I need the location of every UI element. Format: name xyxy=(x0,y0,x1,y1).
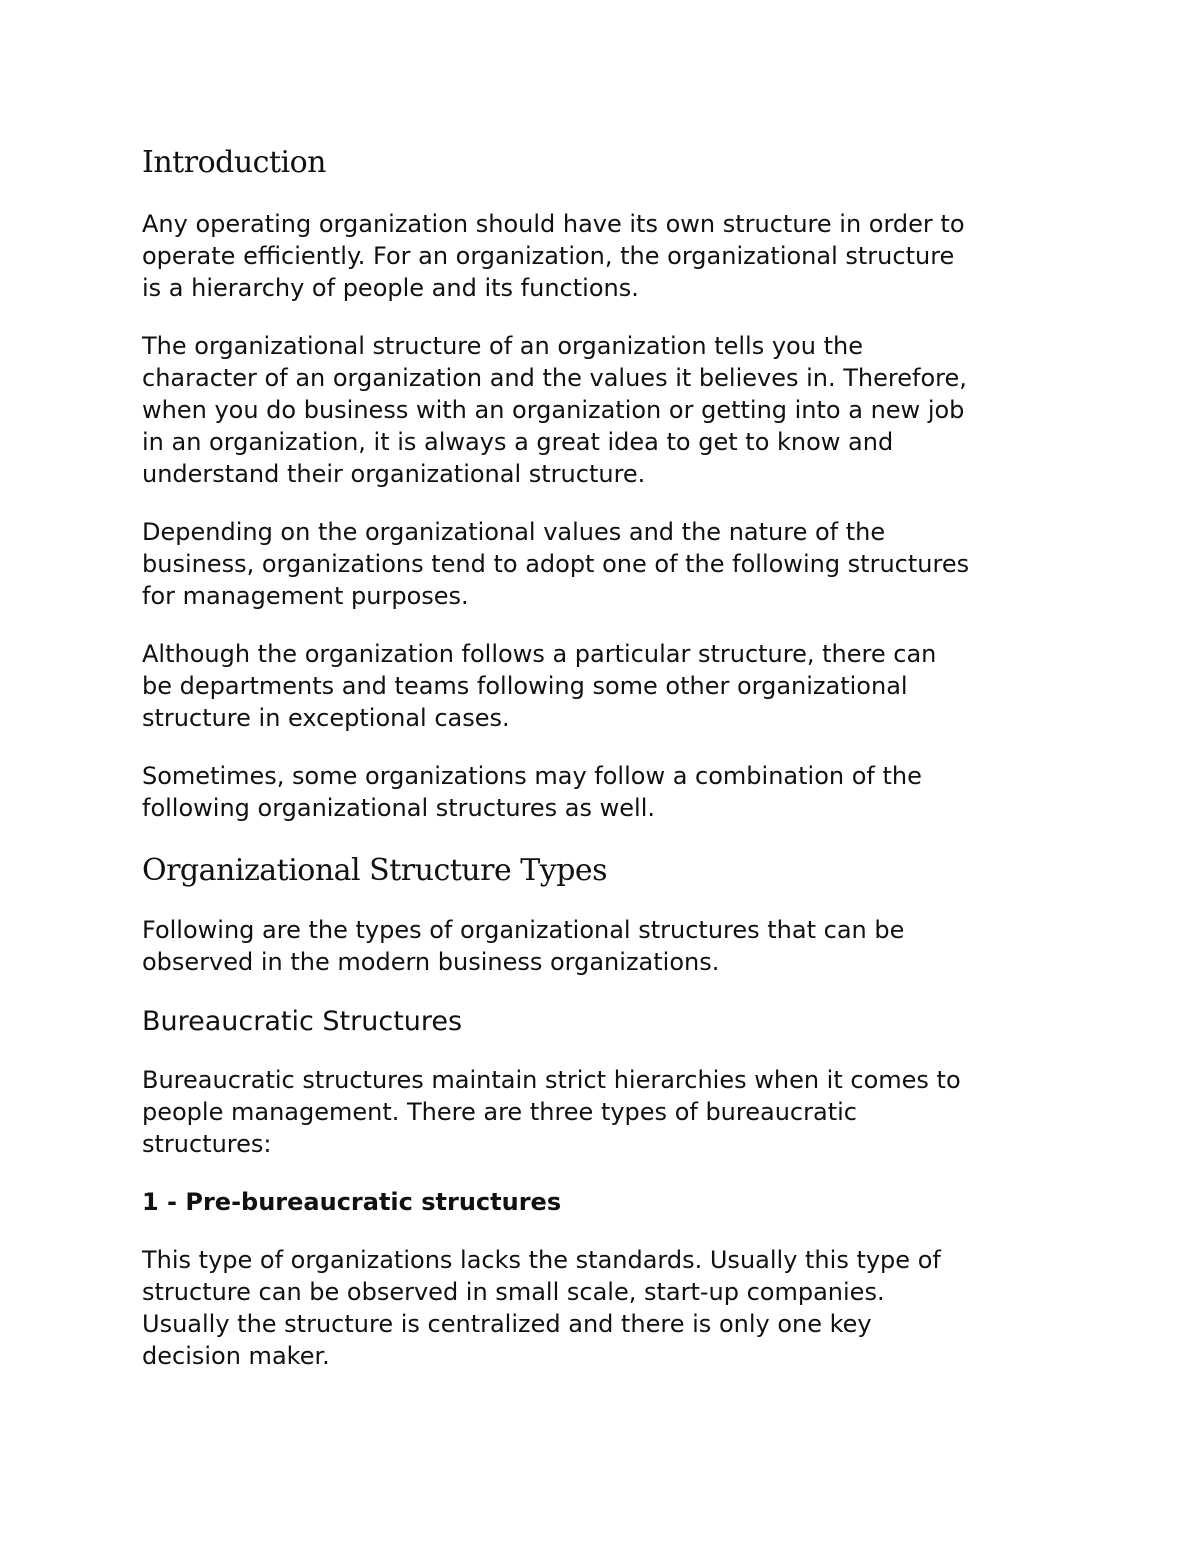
intro-paragraph-4: Although the organization follows a particular structure, there can be departments and teams following some other organizational structure in exceptional cases. xyxy=(142,640,937,732)
intro-paragraph-1: Any operating organization should have its own structure in order to operate efficiently. For an organization, the organizational structure is a hierarchy of people and its functions. xyxy=(142,210,965,302)
document-body xyxy=(142,140,1072,1372)
pre-bureaucratic-paragraph: This type of organizations lacks the standards. Usually this type of structure can be observed in small scale, start-up companies. Usually the structure is centralized and there is only one key decision maker. xyxy=(142,1246,941,1370)
introduction-heading: Introduction xyxy=(142,145,326,180)
pre-bureaucratic-heading: 1 - Pre-bureaucratic structures xyxy=(142,1188,562,1216)
bureaucratic-structures-paragraph: Bureaucratic structures maintain strict hierarchies when it comes to people management. There are three types of bureaucratic structures: xyxy=(142,1066,961,1158)
intro-paragraph-5: Sometimes, some organizations may follow a combination of the following organizational structures as well. xyxy=(142,762,922,822)
structure-types-paragraph: Following are the types of organizational structures that can be observed in the modern business organizations. xyxy=(142,916,905,976)
bureaucratic-structures-heading: Bureaucratic Structures xyxy=(142,1006,463,1037)
intro-paragraph-2: The organizational structure of an organization tells you the character of an organization and the values it believes in. Therefore, when you do business with an organization or getting into a new job in an organization, it is always a great idea to get to know and understand their organizational structure. xyxy=(142,332,967,488)
intro-paragraph-3: Depending on the organizational values and the nature of the business, organizations tend to adopt one of the following structures for management purposes. xyxy=(142,518,970,610)
structure-types-heading: Organizational Structure Types xyxy=(142,853,608,888)
